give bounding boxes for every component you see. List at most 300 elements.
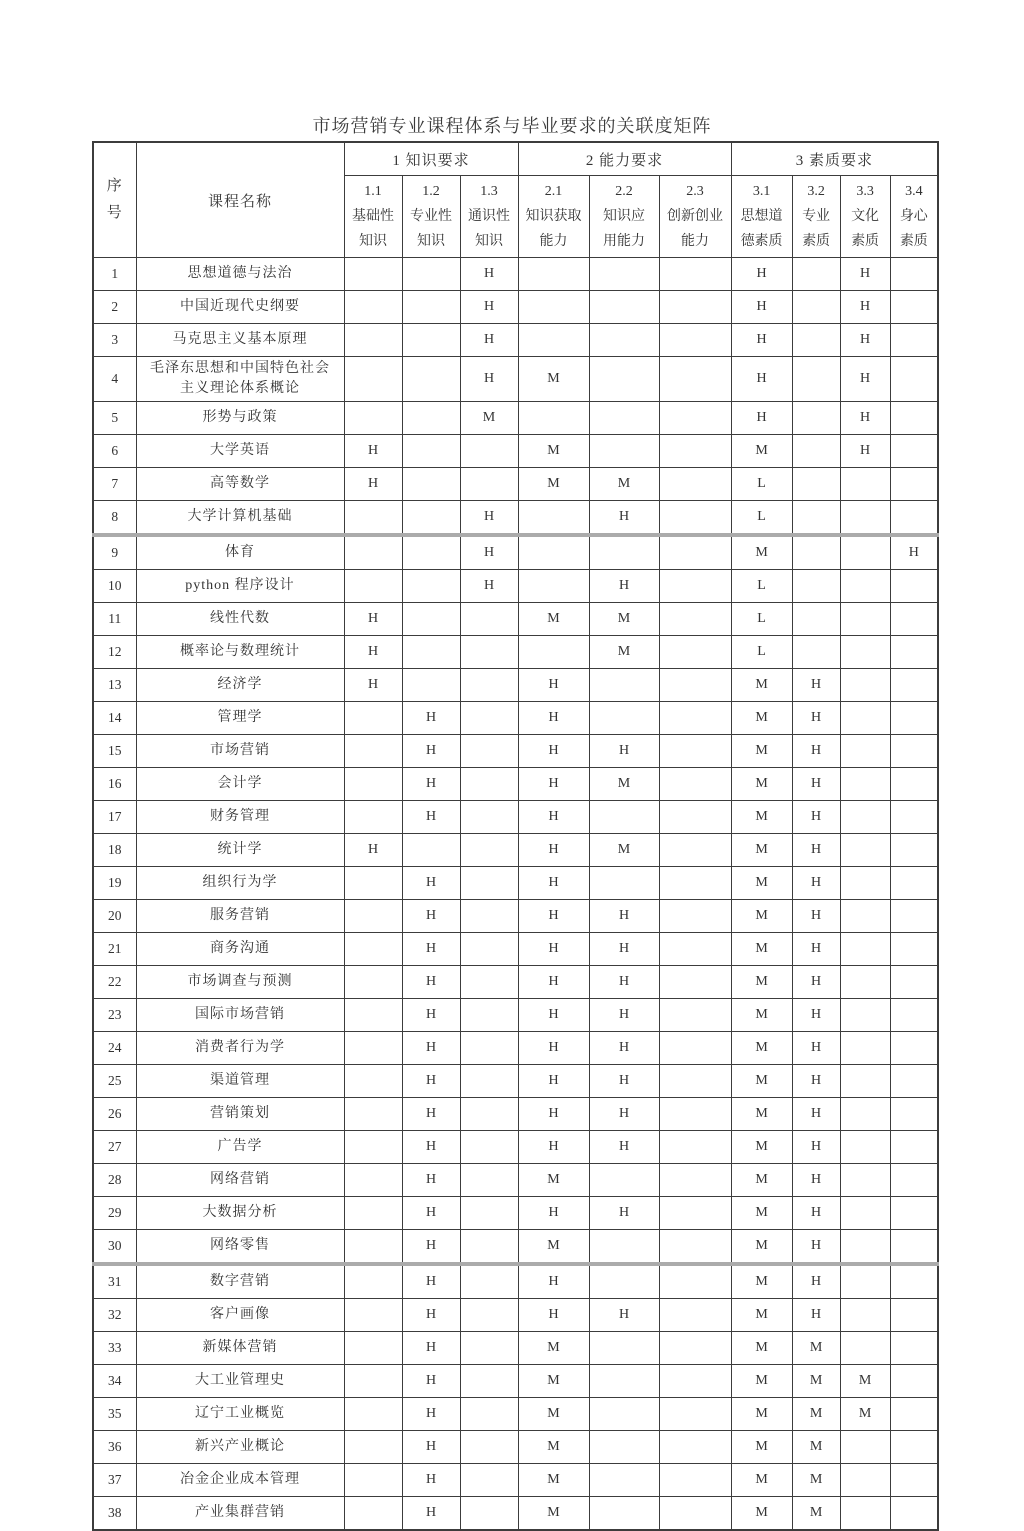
matrix-value-cell (659, 834, 731, 867)
matrix-value-cell (402, 324, 460, 357)
matrix-value-cell: H (792, 966, 840, 999)
subheader-cell-3.4: 3.4 身心 素质 (890, 176, 938, 258)
matrix-value-cell: H (402, 1098, 460, 1131)
matrix-value-cell: H (792, 1098, 840, 1131)
matrix-value-cell: H (792, 1131, 840, 1164)
matrix-value-cell (589, 535, 659, 570)
matrix-value-cell (344, 1164, 402, 1197)
matrix-value-cell (518, 402, 589, 435)
matrix-value-cell (659, 603, 731, 636)
matrix-value-cell: M (589, 834, 659, 867)
subheader-cell-3.2: 3.2 专业 素质 (792, 176, 840, 258)
matrix-value-cell (659, 1131, 731, 1164)
row-number-cell: 8 (93, 501, 136, 536)
table-row (93, 1365, 938, 1398)
matrix-value-cell (840, 501, 890, 536)
matrix-value-cell (460, 1065, 518, 1098)
matrix-value-cell: H (518, 1197, 589, 1230)
matrix-value-cell: H (518, 669, 589, 702)
matrix-value-cell (659, 357, 731, 402)
matrix-value-cell (518, 324, 589, 357)
matrix-value-cell: H (460, 570, 518, 603)
subheader-cell-1.3: 1.3 通识性 知识 (460, 176, 518, 258)
matrix-value-cell (344, 1431, 402, 1464)
matrix-value-cell (890, 291, 938, 324)
table-row (93, 1230, 938, 1265)
matrix-value-cell: M (731, 669, 792, 702)
matrix-value-cell (890, 402, 938, 435)
matrix-value-cell: M (731, 933, 792, 966)
matrix-value-cell: M (731, 1332, 792, 1365)
matrix-value-cell: H (840, 402, 890, 435)
matrix-value-cell: H (518, 1299, 589, 1332)
matrix-value-cell (890, 1131, 938, 1164)
matrix-value-cell: H (792, 1299, 840, 1332)
group-header-ability: 2 能力要求 (518, 142, 731, 176)
matrix-value-cell: M (518, 435, 589, 468)
table-row (93, 834, 938, 867)
matrix-value-cell (344, 999, 402, 1032)
row-number-cell: 14 (93, 702, 136, 735)
matrix-value-cell (402, 570, 460, 603)
course-name-cell: 中国近现代史纲要 (136, 291, 344, 324)
matrix-value-cell (589, 357, 659, 402)
matrix-value-cell (840, 1197, 890, 1230)
matrix-value-cell: M (792, 1365, 840, 1398)
matrix-value-cell (402, 535, 460, 570)
matrix-value-cell: H (840, 324, 890, 357)
subheader-cell-1.2: 1.2 专业性 知识 (402, 176, 460, 258)
matrix-value-cell (840, 468, 890, 501)
matrix-value-cell (840, 801, 890, 834)
matrix-value-cell (344, 702, 402, 735)
matrix-value-cell: H (792, 900, 840, 933)
matrix-value-cell (792, 324, 840, 357)
matrix-value-cell (460, 735, 518, 768)
matrix-value-cell: H (792, 1230, 840, 1265)
matrix-value-cell (460, 1431, 518, 1464)
matrix-value-cell (840, 1164, 890, 1197)
matrix-value-cell (402, 258, 460, 291)
correlation-matrix-table (92, 141, 939, 1531)
matrix-value-cell: M (518, 357, 589, 402)
matrix-value-cell (890, 324, 938, 357)
matrix-value-cell (460, 702, 518, 735)
matrix-value-cell: H (344, 636, 402, 669)
matrix-value-cell: M (731, 966, 792, 999)
matrix-value-cell (890, 603, 938, 636)
matrix-value-cell (792, 435, 840, 468)
matrix-value-cell: M (518, 603, 589, 636)
table-row (93, 1264, 938, 1299)
matrix-value-cell: H (589, 570, 659, 603)
matrix-value-cell (840, 1032, 890, 1065)
matrix-value-cell: H (792, 669, 840, 702)
row-number-cell: 34 (93, 1365, 136, 1398)
matrix-value-cell (344, 966, 402, 999)
matrix-value-cell: H (402, 999, 460, 1032)
matrix-value-cell: H (402, 1365, 460, 1398)
row-number-cell: 10 (93, 570, 136, 603)
table-row (93, 702, 938, 735)
course-name-cell: 形势与政策 (136, 402, 344, 435)
matrix-value-cell (589, 801, 659, 834)
matrix-value-cell: H (402, 735, 460, 768)
matrix-value-cell (344, 258, 402, 291)
matrix-value-cell (402, 501, 460, 536)
matrix-value-cell (344, 1365, 402, 1398)
matrix-value-cell (402, 468, 460, 501)
matrix-value-cell: M (731, 900, 792, 933)
matrix-value-cell: M (840, 1398, 890, 1431)
matrix-value-cell: H (518, 1032, 589, 1065)
matrix-value-cell: M (518, 1230, 589, 1265)
matrix-value-cell (589, 1230, 659, 1265)
course-name-cell: 管理学 (136, 702, 344, 735)
matrix-value-cell (460, 1230, 518, 1265)
course-name-cell: 国际市场营销 (136, 999, 344, 1032)
matrix-value-cell (840, 570, 890, 603)
matrix-value-cell (344, 324, 402, 357)
matrix-value-cell (402, 291, 460, 324)
matrix-value-cell: M (731, 735, 792, 768)
seq-number-header (93, 142, 136, 258)
matrix-value-cell: H (589, 1065, 659, 1098)
course-name-cell: 大学计算机基础 (136, 501, 344, 536)
matrix-value-cell (402, 357, 460, 402)
matrix-value-cell: M (731, 1299, 792, 1332)
course-name-cell: 毛泽东思想和中国特色社会主义理论体系概论 (136, 357, 344, 402)
matrix-value-cell (344, 1098, 402, 1131)
matrix-value-cell: H (518, 1264, 589, 1299)
table-row (93, 867, 938, 900)
matrix-value-cell (659, 468, 731, 501)
matrix-value-cell: H (402, 1332, 460, 1365)
matrix-value-cell (460, 801, 518, 834)
row-number-cell: 17 (93, 801, 136, 834)
matrix-value-cell (344, 900, 402, 933)
matrix-value-cell (840, 1464, 890, 1497)
matrix-value-cell: H (890, 535, 938, 570)
matrix-value-cell (792, 636, 840, 669)
matrix-value-cell: H (589, 900, 659, 933)
matrix-value-cell (840, 1098, 890, 1131)
course-name-cell: 消费者行为学 (136, 1032, 344, 1065)
matrix-value-cell: M (518, 1164, 589, 1197)
matrix-value-cell (840, 535, 890, 570)
matrix-value-cell (460, 468, 518, 501)
matrix-value-cell (659, 1032, 731, 1065)
course-name-cell: 大学英语 (136, 435, 344, 468)
matrix-value-cell (460, 1032, 518, 1065)
matrix-value-cell (840, 768, 890, 801)
seq-header-line-1: 序 (106, 178, 123, 194)
matrix-value-cell (344, 801, 402, 834)
table-row (93, 801, 938, 834)
table-row (93, 636, 938, 669)
row-number-cell: 3 (93, 324, 136, 357)
row-number-cell: 28 (93, 1164, 136, 1197)
course-name-cell: 统计学 (136, 834, 344, 867)
matrix-value-cell (344, 1032, 402, 1065)
matrix-value-cell (460, 1497, 518, 1531)
matrix-value-cell: M (792, 1497, 840, 1531)
table-row (93, 291, 938, 324)
matrix-value-cell: H (792, 999, 840, 1032)
matrix-value-cell (659, 435, 731, 468)
table-row (93, 357, 938, 402)
course-name-cell: 概率论与数理统计 (136, 636, 344, 669)
matrix-value-cell (890, 1497, 938, 1531)
course-name-cell: 高等数学 (136, 468, 344, 501)
matrix-value-cell (460, 1098, 518, 1131)
matrix-value-cell: H (518, 834, 589, 867)
subheader-cell-2.1: 2.1 知识获取 能力 (518, 176, 589, 258)
matrix-value-cell: H (792, 801, 840, 834)
matrix-value-cell (890, 1230, 938, 1265)
matrix-value-cell (890, 258, 938, 291)
matrix-value-cell: M (731, 1497, 792, 1531)
matrix-value-cell (890, 1264, 938, 1299)
matrix-value-cell: H (731, 258, 792, 291)
matrix-value-cell (659, 402, 731, 435)
matrix-value-cell (840, 1497, 890, 1531)
matrix-value-cell (344, 1065, 402, 1098)
matrix-value-cell (460, 1164, 518, 1197)
matrix-value-cell (659, 258, 731, 291)
matrix-value-cell (659, 1197, 731, 1230)
matrix-value-cell: H (460, 324, 518, 357)
matrix-value-cell: H (589, 999, 659, 1032)
table-row (93, 999, 938, 1032)
matrix-value-cell: H (344, 834, 402, 867)
matrix-value-cell: H (792, 1164, 840, 1197)
matrix-value-cell (659, 801, 731, 834)
matrix-value-cell (890, 867, 938, 900)
table-row (93, 1497, 938, 1531)
matrix-value-cell (344, 933, 402, 966)
matrix-value-cell (659, 702, 731, 735)
matrix-value-cell (840, 966, 890, 999)
matrix-value-cell (344, 1398, 402, 1431)
table-row (93, 1032, 938, 1065)
row-number-cell: 19 (93, 867, 136, 900)
matrix-value-cell (659, 900, 731, 933)
matrix-value-cell (659, 1332, 731, 1365)
matrix-value-cell: M (460, 402, 518, 435)
group-header-row (93, 142, 938, 176)
matrix-value-cell (659, 1398, 731, 1431)
matrix-value-cell (402, 435, 460, 468)
matrix-value-cell: H (402, 1197, 460, 1230)
row-number-cell: 1 (93, 258, 136, 291)
matrix-value-cell: H (589, 933, 659, 966)
row-number-cell: 4 (93, 357, 136, 402)
course-name-cell: 辽宁工业概览 (136, 1398, 344, 1431)
matrix-value-cell: H (402, 1464, 460, 1497)
matrix-value-cell (890, 1197, 938, 1230)
course-name-header: 课程名称 (136, 142, 344, 258)
matrix-value-cell (890, 435, 938, 468)
matrix-value-cell (840, 1332, 890, 1365)
course-name-cell: 财务管理 (136, 801, 344, 834)
matrix-value-cell: M (731, 1131, 792, 1164)
row-number-cell: 26 (93, 1098, 136, 1131)
matrix-value-cell (589, 1464, 659, 1497)
table-row (93, 1164, 938, 1197)
matrix-value-cell (840, 1264, 890, 1299)
matrix-value-cell: H (731, 291, 792, 324)
matrix-value-cell: L (731, 468, 792, 501)
matrix-value-cell: H (840, 357, 890, 402)
matrix-value-cell: M (518, 1431, 589, 1464)
course-name-cell: 网络营销 (136, 1164, 344, 1197)
matrix-value-cell (460, 966, 518, 999)
course-name-cell: 服务营销 (136, 900, 344, 933)
matrix-value-cell: M (731, 867, 792, 900)
subheader-cell-3.1: 3.1 思想道 德素质 (731, 176, 792, 258)
course-name-cell: 线性代数 (136, 603, 344, 636)
matrix-value-cell: M (731, 1264, 792, 1299)
matrix-value-cell (890, 966, 938, 999)
table-row (93, 1464, 938, 1497)
matrix-value-cell (659, 1098, 731, 1131)
table-row (93, 1098, 938, 1131)
matrix-value-cell: H (840, 258, 890, 291)
matrix-value-cell: H (731, 402, 792, 435)
course-name-cell: 会计学 (136, 768, 344, 801)
course-name-cell: 冶金企业成本管理 (136, 1464, 344, 1497)
matrix-value-cell: H (518, 867, 589, 900)
matrix-value-cell (659, 1065, 731, 1098)
matrix-value-cell (890, 1299, 938, 1332)
row-number-cell: 6 (93, 435, 136, 468)
matrix-value-cell (792, 291, 840, 324)
matrix-value-cell (589, 1264, 659, 1299)
matrix-value-cell: H (402, 1497, 460, 1531)
row-number-cell: 13 (93, 669, 136, 702)
matrix-value-cell: M (792, 1431, 840, 1464)
row-number-cell: 16 (93, 768, 136, 801)
row-number-cell: 35 (93, 1398, 136, 1431)
table-row (93, 603, 938, 636)
matrix-value-cell: M (589, 768, 659, 801)
table-row (93, 468, 938, 501)
matrix-value-cell (344, 1264, 402, 1299)
table-row (93, 402, 938, 435)
matrix-value-cell (589, 669, 659, 702)
matrix-value-cell: H (792, 1065, 840, 1098)
matrix-value-cell: H (792, 735, 840, 768)
matrix-value-cell (460, 768, 518, 801)
matrix-value-cell (659, 1264, 731, 1299)
row-number-cell: 5 (93, 402, 136, 435)
matrix-value-cell (792, 402, 840, 435)
matrix-value-cell (890, 735, 938, 768)
row-number-cell: 37 (93, 1464, 136, 1497)
matrix-value-cell (659, 535, 731, 570)
matrix-value-cell: M (589, 468, 659, 501)
matrix-value-cell (344, 402, 402, 435)
matrix-value-cell (890, 900, 938, 933)
matrix-value-cell (460, 1299, 518, 1332)
matrix-value-cell (344, 357, 402, 402)
course-name-cell: 广告学 (136, 1131, 344, 1164)
matrix-value-cell (518, 258, 589, 291)
matrix-value-cell: H (460, 501, 518, 536)
row-number-cell: 22 (93, 966, 136, 999)
matrix-value-cell (460, 1131, 518, 1164)
matrix-value-cell: H (792, 867, 840, 900)
course-name-cell: 商务沟通 (136, 933, 344, 966)
matrix-value-cell (890, 669, 938, 702)
matrix-value-cell (659, 1464, 731, 1497)
matrix-value-cell (344, 1299, 402, 1332)
table-row (93, 933, 938, 966)
row-number-cell: 24 (93, 1032, 136, 1065)
matrix-value-cell: H (402, 702, 460, 735)
matrix-value-cell (460, 1464, 518, 1497)
matrix-value-cell (890, 468, 938, 501)
course-name-cell: 大工业管理史 (136, 1365, 344, 1398)
matrix-value-cell (840, 603, 890, 636)
matrix-value-cell (890, 1332, 938, 1365)
matrix-value-cell (659, 1164, 731, 1197)
matrix-value-cell: H (518, 801, 589, 834)
matrix-value-cell (460, 435, 518, 468)
matrix-value-cell: H (402, 1164, 460, 1197)
matrix-value-cell (518, 291, 589, 324)
matrix-value-cell (792, 468, 840, 501)
matrix-value-cell: H (518, 900, 589, 933)
matrix-value-cell (589, 324, 659, 357)
matrix-value-cell: H (840, 435, 890, 468)
matrix-value-cell: H (589, 1098, 659, 1131)
matrix-value-cell (589, 1164, 659, 1197)
table-row (93, 535, 938, 570)
matrix-value-cell (589, 402, 659, 435)
matrix-value-cell: H (589, 1299, 659, 1332)
row-number-cell: 32 (93, 1299, 136, 1332)
matrix-value-cell: H (402, 1299, 460, 1332)
matrix-value-cell: H (589, 735, 659, 768)
matrix-value-cell: H (792, 1264, 840, 1299)
matrix-value-cell: M (792, 1332, 840, 1365)
row-number-cell: 23 (93, 999, 136, 1032)
row-number-cell: 12 (93, 636, 136, 669)
matrix-value-cell: H (792, 1197, 840, 1230)
matrix-value-cell (589, 1398, 659, 1431)
matrix-value-cell: H (402, 1264, 460, 1299)
matrix-value-cell: H (840, 291, 890, 324)
matrix-value-cell (840, 867, 890, 900)
matrix-value-cell (402, 636, 460, 669)
matrix-value-cell: H (518, 768, 589, 801)
matrix-value-cell (840, 834, 890, 867)
matrix-value-cell: H (344, 669, 402, 702)
matrix-value-cell (840, 1299, 890, 1332)
matrix-value-cell (659, 291, 731, 324)
matrix-value-cell (840, 669, 890, 702)
group-header-quality: 3 素质要求 (731, 142, 938, 176)
matrix-value-cell: M (731, 1032, 792, 1065)
matrix-value-cell: M (518, 1497, 589, 1531)
matrix-value-cell: H (402, 1431, 460, 1464)
table-row (93, 1197, 938, 1230)
table-row (93, 570, 938, 603)
matrix-value-cell (890, 702, 938, 735)
seq-header-line-2: 号 (106, 205, 123, 221)
